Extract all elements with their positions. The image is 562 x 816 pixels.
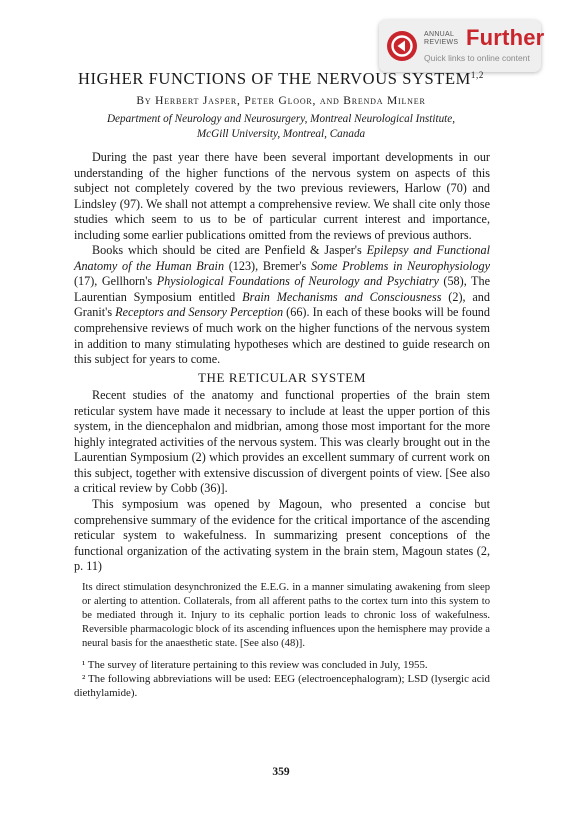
book-title-4: Brain Mechanisms and Consciousness: [242, 289, 442, 304]
section-paragraph-2: This symposium was opened by Magoun, who presented a concise but comprehensive summary of the evidence for the critical importance of the ascending reticular system to wakefulness. In summarizing present conceptions of the functional organization of the activating system in the brain stem, Magoun states (2, p. 11): [74, 497, 490, 574]
book-title-2: Some Problems in Neurophysiology: [311, 258, 490, 273]
further-arrow-icon: [387, 31, 417, 61]
brand-line-1: ANNUAL: [424, 31, 455, 38]
article-title: [0, 69, 562, 89]
further-badge[interactable]: [379, 20, 545, 72]
further-label: Further: [466, 25, 545, 50]
section-heading: THE RETICULAR SYSTEM: [198, 369, 366, 385]
p2-text-c: (123), Bremer's: [224, 258, 312, 273]
section-paragraph-1: Recent studies of the anatomy and functional properties of the brain stem reticular system have made it necessary to include at least the upper portion of this system, in the diencephalon and midbrian, among those most important for the more highly integrated activities of the nervous system. This was clearly brought out in the Laurentian Symposium (2) which provides an excellent summary of current work on this subject, together with extensive discussion of divergent points of view. [See also a critical review by Cobb (36)].: [74, 388, 490, 496]
book-title-1: Epilepsy and Functional Anatomy of the Human Brain: [74, 243, 490, 273]
intro-paragraph-1: During the past year there have been several important developments in our understanding of the higher functions of the nervous system on aspects of this subject not completely covered by the two previous reviewers, Harlow (70) and Lindsley (97). We shall not attempt a comprehensive review. We shall cite only those studies which seem to us to be of particular current interest and importance, including some earlier publications omitted from the reviews of previous authors.: [74, 150, 490, 242]
affiliation: [0, 112, 562, 142]
article-title-text: HIGHER FUNCTIONS OF THE NERVOUS SYSTEM: [78, 69, 471, 88]
block-quote-text: Its direct stimulation desynchronized the E.E.G. in a manner simulating awakening from sleep or alerting to attention. Collaterals, from all afferent paths to the cortex turn into this system to be mediated through it. Injury to its cephalic portion leads to chronic loss of wakefulness. Reversible pharmacologic block of its ascending influences upon the hemisphere may provide a neural basis for the anaesthetic state. [See also (48)].: [82, 581, 490, 650]
affiliation-line-2: McGill University, Montreal, Canada: [196, 128, 366, 140]
further-subtitle: Quick links to online content: [424, 53, 530, 63]
author-line: By Herbert Jasper, Peter Gloor, and Brenda Milner: [136, 95, 426, 107]
brand-line-2: REVIEWS: [424, 39, 459, 46]
affiliation-line-1: Department of Neurology and Neurosurgery, Montreal Neurological Institute,: [106, 113, 456, 125]
block-quote: [82, 581, 490, 651]
intro-paragraph-2: [74, 243, 490, 367]
p2-text-i: (2), and Granit's: [74, 289, 490, 320]
annual-reviews-logo: [424, 31, 458, 47]
p2-text-g: (58), The Laurentian Symposium entitled: [74, 274, 490, 304]
article-body: [74, 150, 490, 700]
book-title-5: Receptors and Sensory Perception: [115, 305, 284, 320]
book-title-3: Physiological Foundations of Neurology and Psychiatry: [156, 274, 439, 289]
p2-text-k: (66). In each of these books will be found comprehensive reviews of much work on the higher functions of the nervous system in addition to many stimulating hypotheses which are destined to guide research on this subject for years to come.: [74, 305, 490, 367]
footnotes: [74, 658, 490, 700]
p2-text-e: (17), Gellhorn's: [74, 274, 157, 289]
p2-text-a: Books which should be cited are Penfield & Jasper's: [92, 243, 367, 258]
footnote-2: ² The following abbreviations will be used: EEG (electroencephalogram); LSD (lysergic acid diethylamide).: [74, 673, 490, 700]
page-number: 359: [272, 766, 290, 778]
title-footnote-marker[interactable]: 1,2: [470, 70, 484, 80]
footnote-1: ¹ The survey of literature pertaining to this review was concluded in July, 1955.: [82, 659, 428, 672]
